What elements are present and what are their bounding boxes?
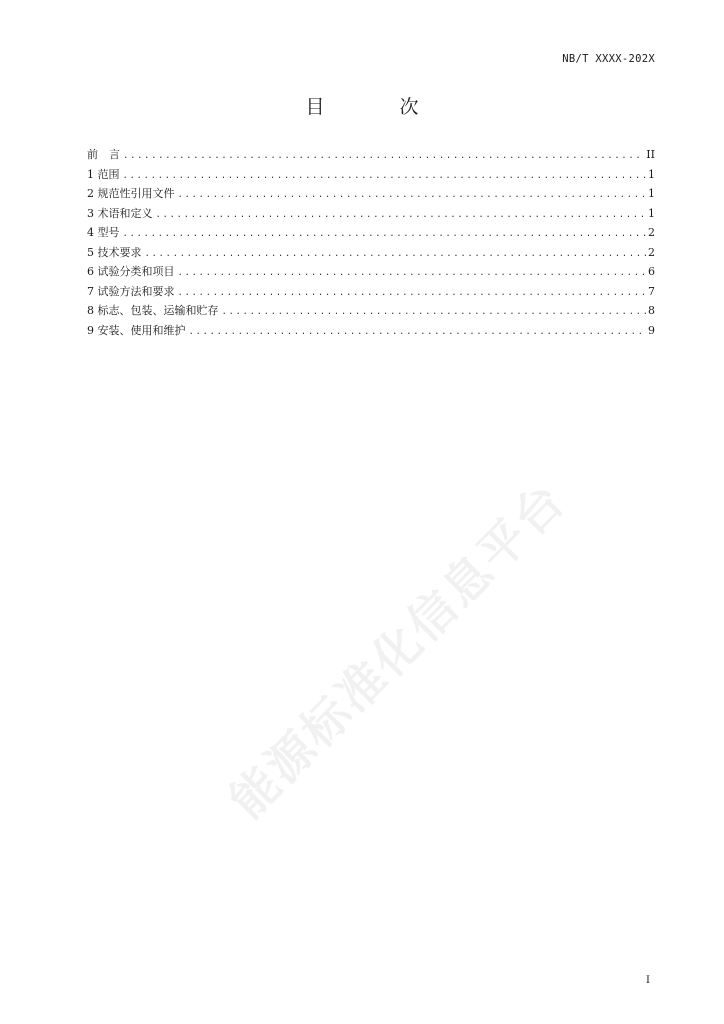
toc-entry-page: 7 bbox=[648, 284, 655, 298]
toc-leader-dots bbox=[189, 323, 647, 341]
toc-entry-page: 9 bbox=[648, 323, 655, 337]
standard-code: NB/T XXXX-202X bbox=[562, 53, 655, 65]
toc-title: 目 次 bbox=[305, 96, 447, 118]
toc-entry[interactable] bbox=[87, 204, 655, 224]
toc-entry-page: 1 bbox=[648, 206, 655, 220]
toc-leader-dots bbox=[178, 264, 647, 282]
toc-entry[interactable] bbox=[87, 223, 655, 243]
toc-entry-page: II bbox=[646, 148, 655, 161]
toc-leader-dots bbox=[178, 186, 647, 204]
toc-leader-dots bbox=[123, 167, 647, 185]
toc-entry-label: 7 试验方法和要求 bbox=[87, 284, 175, 298]
toc-entry-label: 5 技术要求 bbox=[87, 245, 142, 259]
toc-leader-dots bbox=[123, 147, 644, 165]
toc-leader-dots bbox=[123, 225, 647, 243]
toc-entry-label: 9 安装、使用和维护 bbox=[87, 323, 186, 337]
toc-entry[interactable] bbox=[87, 262, 655, 282]
toc-entry[interactable] bbox=[87, 184, 655, 204]
toc-entry-page: 1 bbox=[648, 187, 655, 200]
toc-entry-label: 2 规范性引用文件 bbox=[87, 187, 175, 200]
toc-entry-page: 1 bbox=[648, 167, 655, 181]
toc-entry[interactable] bbox=[87, 321, 655, 341]
toc-entry-label: 前 言 bbox=[87, 148, 120, 161]
watermark: 能源标准化信息平台 bbox=[219, 472, 577, 830]
toc-leader-dots bbox=[178, 284, 647, 302]
toc-entry-page: 8 bbox=[648, 304, 655, 317]
toc-entry[interactable] bbox=[87, 145, 655, 165]
toc-entry[interactable] bbox=[87, 282, 655, 302]
toc-entry-page: 2 bbox=[648, 245, 655, 259]
toc-entry-page: 6 bbox=[648, 265, 655, 278]
toc-entry[interactable] bbox=[87, 165, 655, 185]
toc-leader-dots bbox=[156, 206, 647, 224]
toc-leader-dots bbox=[222, 303, 647, 321]
page-number: I bbox=[646, 975, 650, 986]
toc-entry[interactable] bbox=[87, 301, 655, 321]
toc-leader-dots bbox=[145, 245, 647, 263]
toc-entry-label: 1 范围 bbox=[87, 167, 120, 181]
toc-entry-label: 8 标志、包装、运输和贮存 bbox=[87, 304, 219, 317]
toc-list bbox=[87, 145, 655, 340]
toc-entry-label: 6 试验分类和项目 bbox=[87, 265, 175, 278]
toc-entry-label: 3 术语和定义 bbox=[87, 206, 153, 220]
toc-entry[interactable] bbox=[87, 243, 655, 263]
toc-entry-page: 2 bbox=[648, 226, 655, 239]
toc-entry-label: 4 型号 bbox=[87, 226, 120, 239]
